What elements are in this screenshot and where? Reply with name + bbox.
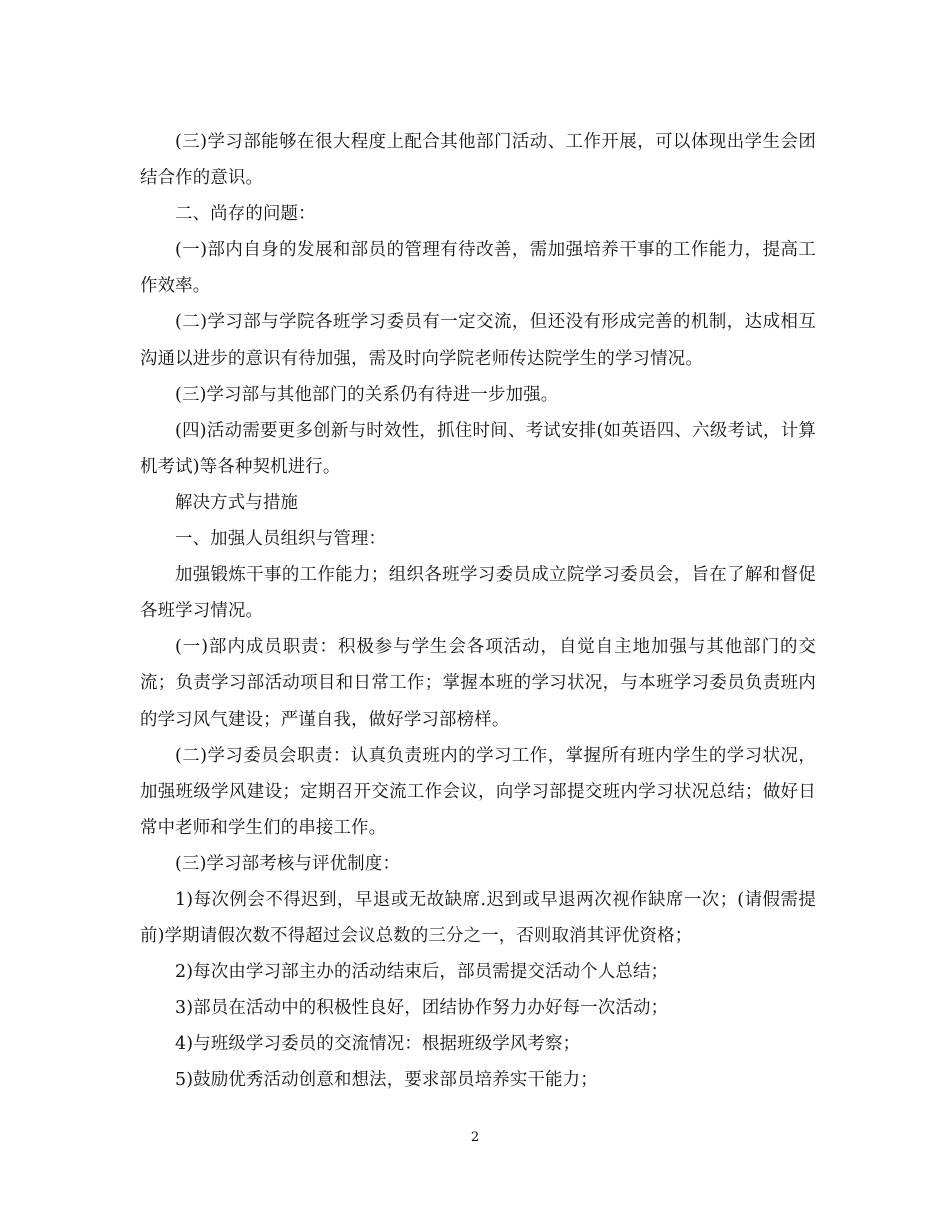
paragraph: (二)学习委员会职责：认真负责班内的学习工作，掌握所有班内学生的学习状况，加强班级学风建设；定期召开交流工作会议，向学习部提交班内学习状况总结；做好日常中老师和学生们的串接工作。	[140, 745, 816, 838]
section-heading: (三)学习部考核与评优制度：	[175, 853, 401, 874]
section-heading: 一、加强人员组织与管理：	[175, 529, 387, 550]
paragraph: 加强锻炼干事的工作能力；组织各班学习委员成立院学习委员会，旨在了解和督促各班学习情况。	[140, 565, 816, 622]
paragraph: (一)部内成员职责：积极参与学生会各项活动，自觉自主地加强与其他部门的交流；负责学习部活动项目和日常工作；掌握本班的学习状况，与本班学习委员负责班内的学习风气建设；严谨自我，做好学习部榜样。	[140, 637, 816, 730]
paragraph: (一)部内自身的发展和部员的管理有待改善，需加强培养干事的工作能力，提高工作效率。	[140, 240, 816, 297]
paragraph: (二)学习部与学院各班学习委员有一定交流，但还没有形成完善的机制，达成相互沟通以进步的意识有待加强，需及时向学院老师传达院学生的学习情况。	[140, 312, 816, 369]
paragraph: (三)学习部与其他部门的关系仍有待进一步加强。	[175, 384, 559, 405]
section-heading: 二、尚存的问题：	[175, 204, 316, 225]
list-item: 1)每次例会不得迟到，早退或无故缺席.迟到或早退两次视作缺席一次；(请假需提前)学期请假次数不得超过会议总数的三分之一，否则取消其评优资格；	[140, 889, 816, 947]
paragraph: (三)学习部能够在很大程度上配合其他部门活动、工作开展，可以体现出学生会团结合作的意识。	[140, 132, 816, 189]
section-heading: 解决方式与措施	[175, 492, 299, 513]
list-item: 4)与班级学习委员的交流情况：根据班级学风考察；	[175, 1034, 581, 1055]
paragraph: (四)活动需要更多创新与时效性，抓住时间、考试安排(如英语四、六级考试，计算机考试)等各种契机进行。	[140, 420, 816, 477]
document-body	[140, 124, 816, 1099]
list-item: 3)部员在活动中的积极性良好，团结协作努力办好每一次活动；	[175, 998, 669, 1019]
page-number: 2	[470, 1130, 480, 1145]
list-item: 2)每次由学习部主办的活动结束后，部员需提交活动个人总结；	[175, 962, 669, 983]
list-item: 5)鼓励优秀活动创意和想法，要求部员培养实干能力；	[175, 1070, 598, 1091]
